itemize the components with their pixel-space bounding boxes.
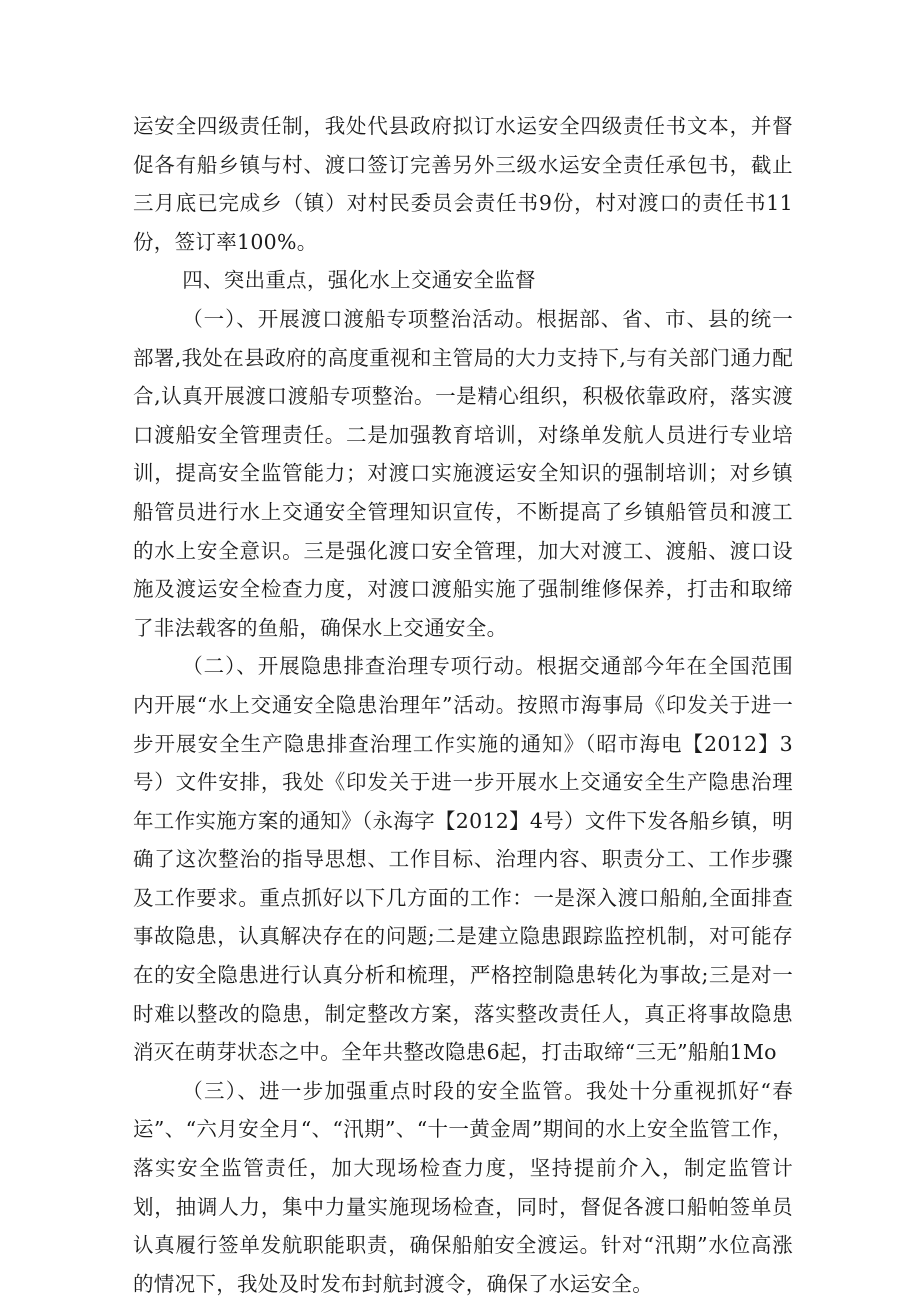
document-body — [133, 107, 793, 1303]
paragraph-ferry-rectification: （一）、开展渡口渡船专项整治活动。根据部、省、市、县的统一部署,我处在县政府的高度重视和主管局的大力支持下,与有关部门通力配合,认真开展渡口渡船专项整治。一是精心组织，积极依靠政府，落实渡口渡船安全管理责任。二是加强教育培训，对绦单发航人员进行专业培训，提高安全监管能力；对渡口实施渡运安全知识的强制培训；对乡镇船管员进行水上交通安全管理知识宣传，不断提高了乡镇船管员和渡工的水上安全意识。三是强化渡口安全管理，加大对渡工、渡船、渡口设施及渡运安全检查力度，对渡口渡船实施了强制维修保养，打击和取缔了非法载客的鱼船，确保水上交通安全。 — [133, 306, 793, 640]
paragraph-key-period-supervision: （三）、进一步加强重点时段的安全监管。我处十分重视抓好“春运”、“六月安全月“、“汛期”、“十一黄金周”期间的水上安全监管工作，落实安全监管责任，加大现场检查力度，坚持提前介入，制定监管计划，抽调人力，集中力量实施现场检查，同时，督促各渡口船帕签单员认真履行签单发航职能职责，确保船舶安全渡运。针对“汛期”水位高涨的情况下，我处及时发布封航封渡令，确保了水运安全。 — [133, 1078, 793, 1296]
paragraph-continuation: 运安全四级责任制，我处代县政府拟订水运安全四级责任书文本，并督促各有船乡镇与村、渡口签订完善另外三级水运安全责任承包书，截止三月底已完成乡（镇）对村民委员会责任书9份，村对渡口的责任书11份，签订率100%。 — [133, 114, 793, 254]
paragraph-hazard-inspection: （二）、开展隐患排查治理专项行动。根据交通部今年在全国范围内开展“水上交通安全隐患治理年”活动。按照市海事局《印发关于进一步开展安全生产隐患排查治理工作实施的通知》（昭市海电【2012】3号）文件安排，我处《印发关于进一步开展水上交通安全生产隐患治理年工作实施方案的通知》（永海字【2012】4号）文件下发各船乡镇，明确了这次整治的指导思想、工作目标、治理内容、职责分工、工作步骤及工作要求。重点抓好以下几方面的工作：一是深入渡口船舶,全面排查事故隐患，认真解决存在的问题;二是建立隐患跟踪监控机制，对可能存在的安全隐患进行认真分析和梳理，严格控制隐患转化为事故;三是对一时难以整改的隐患，制定整改方案，落实整改责任人，真正将事故隐患消灭在萌芽状态之中。全年共整改隐患6起，打击取缔“三无”船舶1Mo — [133, 654, 793, 1065]
section-heading: 四、突出重点，强化水上交通安全监督 — [182, 268, 536, 293]
